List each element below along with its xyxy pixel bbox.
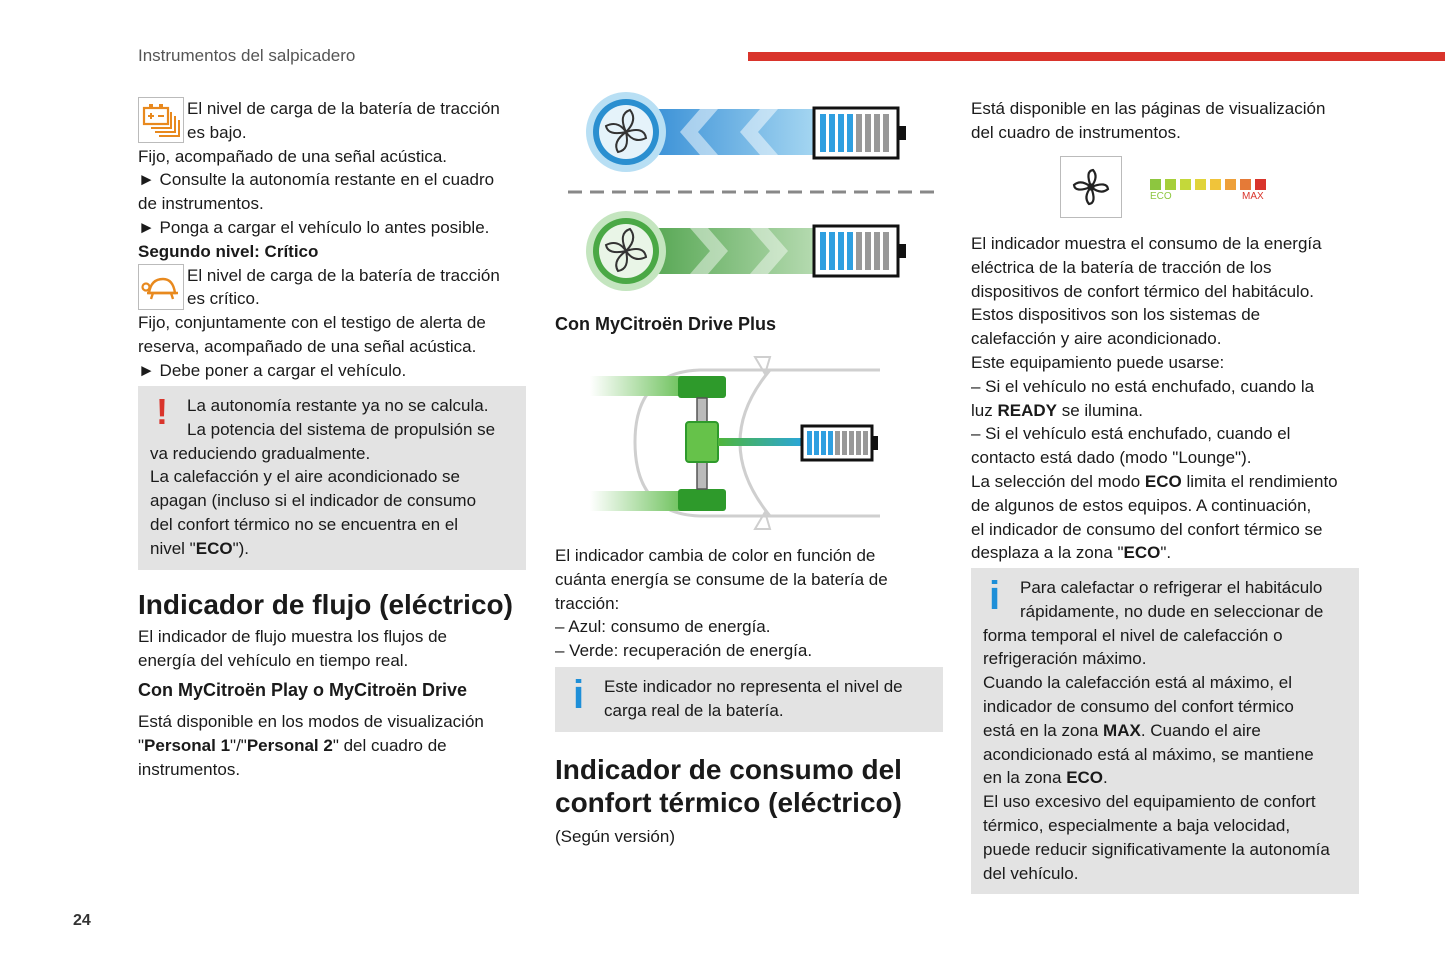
page-number: 24 [73, 912, 91, 929]
note-line: nivel "ECO"). [150, 538, 249, 558]
left-line: es bajo. [187, 122, 247, 142]
note-line: acondicionado está al máximo, se mantiene [983, 744, 1314, 764]
note-line: carga real de la batería. [604, 700, 784, 720]
critical-level-title: Segundo nivel: Crítico [138, 241, 319, 261]
note-line: El uso excesivo del equipamiento de confort [983, 792, 1316, 812]
note-line: del confort térmico no se encuentra en el [150, 514, 459, 534]
note-line: va reduciendo gradualmente. [150, 443, 371, 463]
info-note [971, 568, 1359, 894]
note-line: La calefacción y el aire acondicionado se [150, 467, 460, 487]
right-line: contacto está dado (modo "Lounge"). [971, 448, 1252, 468]
left-line: de instrumentos. [138, 194, 264, 214]
left-line: "Personal 1"/"Personal 2" del cuadro de [138, 736, 447, 756]
thermal-gauge [1150, 179, 1280, 209]
note-line: térmico, especialmente a baja velocidad, [983, 815, 1291, 835]
car-flow-illustration [580, 352, 910, 534]
version-note: (Según versión) [555, 827, 676, 846]
energy-flow-illustration [560, 92, 940, 302]
gauge-segment [1150, 179, 1161, 190]
note-line: Para calefactar o refrigerar el habitáculo [1020, 578, 1323, 597]
right-line: luz READY se ilumina. [971, 400, 1143, 420]
right-line: – Si el vehículo no está enchufado, cuando la [971, 376, 1315, 396]
middle-line: – Verde: recuperación de energía. [555, 641, 813, 661]
left-line: El nivel de carga de la batería de tracción [187, 99, 500, 118]
gauge-eco-label: ECO [1150, 191, 1172, 202]
note-line: indicador de consumo del confort térmico [983, 696, 1294, 716]
gauge-segment [1195, 179, 1206, 190]
right-line: de algunos de estos equipos. A continuación, [971, 495, 1312, 515]
note-line: La autonomía restante ya no se calcula. [187, 396, 489, 415]
right-line: El indicador muestra el consumo de la energía [971, 234, 1322, 253]
gauge-segment [1165, 179, 1176, 190]
note-line: refrigeración máximo. [983, 649, 1147, 669]
left-line: energía del vehículo en tiempo real. [138, 650, 409, 670]
note-line: en la zona ECO. [983, 768, 1108, 788]
note-line: apagan (incluso si el indicador de consumo [150, 491, 477, 511]
left-line: instrumentos. [138, 759, 241, 779]
note-line: forma temporal el nivel de calefacción o [983, 625, 1283, 645]
gauge-max-label: MAX [1242, 191, 1264, 202]
fan-icon [1060, 156, 1122, 218]
left-line: ► Debe poner a cargar el vehículo. [138, 360, 407, 380]
left-line: es crítico. [187, 289, 260, 309]
info-icon: i [573, 673, 585, 717]
header-accent-bar [748, 52, 1445, 61]
note-line: está en la zona MAX. Cuando el aire [983, 720, 1261, 740]
warning-note [138, 386, 526, 570]
note-line: Cuando la calefacción está al máximo, el [983, 673, 1292, 693]
gauge-segment [1225, 179, 1236, 190]
right-line: calefacción y aire acondicionado. [971, 329, 1222, 349]
left-line: Fijo, conjuntamente con el testigo de alerta de [138, 313, 486, 333]
middle-line: cuánta energía se consume de la batería de [555, 569, 888, 589]
right-line: el indicador de consumo del confort térmico se [971, 519, 1323, 539]
gauge-segment [1180, 179, 1191, 190]
right-line: eléctrica de la batería de tracción de los [971, 257, 1272, 277]
warning-icon: ! [156, 391, 168, 432]
turtle-icon [138, 264, 184, 310]
right-line: desplaza a la zona "ECO". [971, 543, 1172, 563]
right-line: La selección del modo ECO limita el rendimiento [971, 471, 1338, 491]
page-header-title: Instrumentos del salpicadero [138, 46, 356, 65]
right-line: Está disponible en las páginas de visualización [971, 99, 1326, 118]
left-line: El indicador de flujo muestra los flujos de [138, 627, 447, 646]
left-line: Fijo, acompañado de una señal acústica. [138, 146, 448, 166]
note-line: La potencia del sistema de propulsión se [187, 419, 496, 439]
right-line: dispositivos de confort térmico del habitáculo. [971, 281, 1315, 301]
gauge-segment [1240, 179, 1251, 190]
left-line: ► Ponga a cargar el vehículo lo antes posible. [138, 217, 490, 237]
note-line: puede reducir significativamente la autonomía [983, 839, 1330, 859]
section-heading: Indicador de flujo (eléctrico) [138, 589, 513, 620]
subheading: Con MyCitroën Play o MyCitroën Drive [138, 679, 468, 700]
note-line: Este indicador no representa el nivel de [604, 677, 903, 696]
middle-line: El indicador cambia de color en función de [555, 546, 876, 565]
left-line: El nivel de carga de la batería de tracción [187, 265, 500, 285]
note-line: del vehículo. [983, 863, 1079, 883]
note-line: rápidamente, no dude en seleccionar de [1020, 601, 1324, 621]
gauge-segment [1210, 179, 1221, 190]
right-line: – Si el vehículo está enchufado, cuando el [971, 424, 1291, 444]
left-line: ► Consulte la autonomía restante en el cuadro [138, 170, 495, 190]
subheading: Con MyCitroën Drive Plus [555, 314, 777, 334]
section-heading: Indicador de consumo del [555, 754, 902, 785]
info-icon: i [989, 574, 1001, 618]
left-line: reserva, acompañado de una señal acústica. [138, 336, 477, 356]
section-heading: confort térmico (eléctrico) [555, 787, 902, 818]
right-line: del cuadro de instrumentos. [971, 122, 1181, 142]
gauge-segment [1255, 179, 1266, 190]
right-line: Este equipamiento puede usarse: [971, 352, 1225, 372]
info-note [555, 667, 943, 732]
right-line: Estos dispositivos son los sistemas de [971, 305, 1261, 325]
middle-line: tracción: [555, 593, 620, 613]
middle-line: – Azul: consumo de energía. [555, 617, 771, 637]
left-line: Está disponible en los modos de visualización [138, 712, 484, 732]
